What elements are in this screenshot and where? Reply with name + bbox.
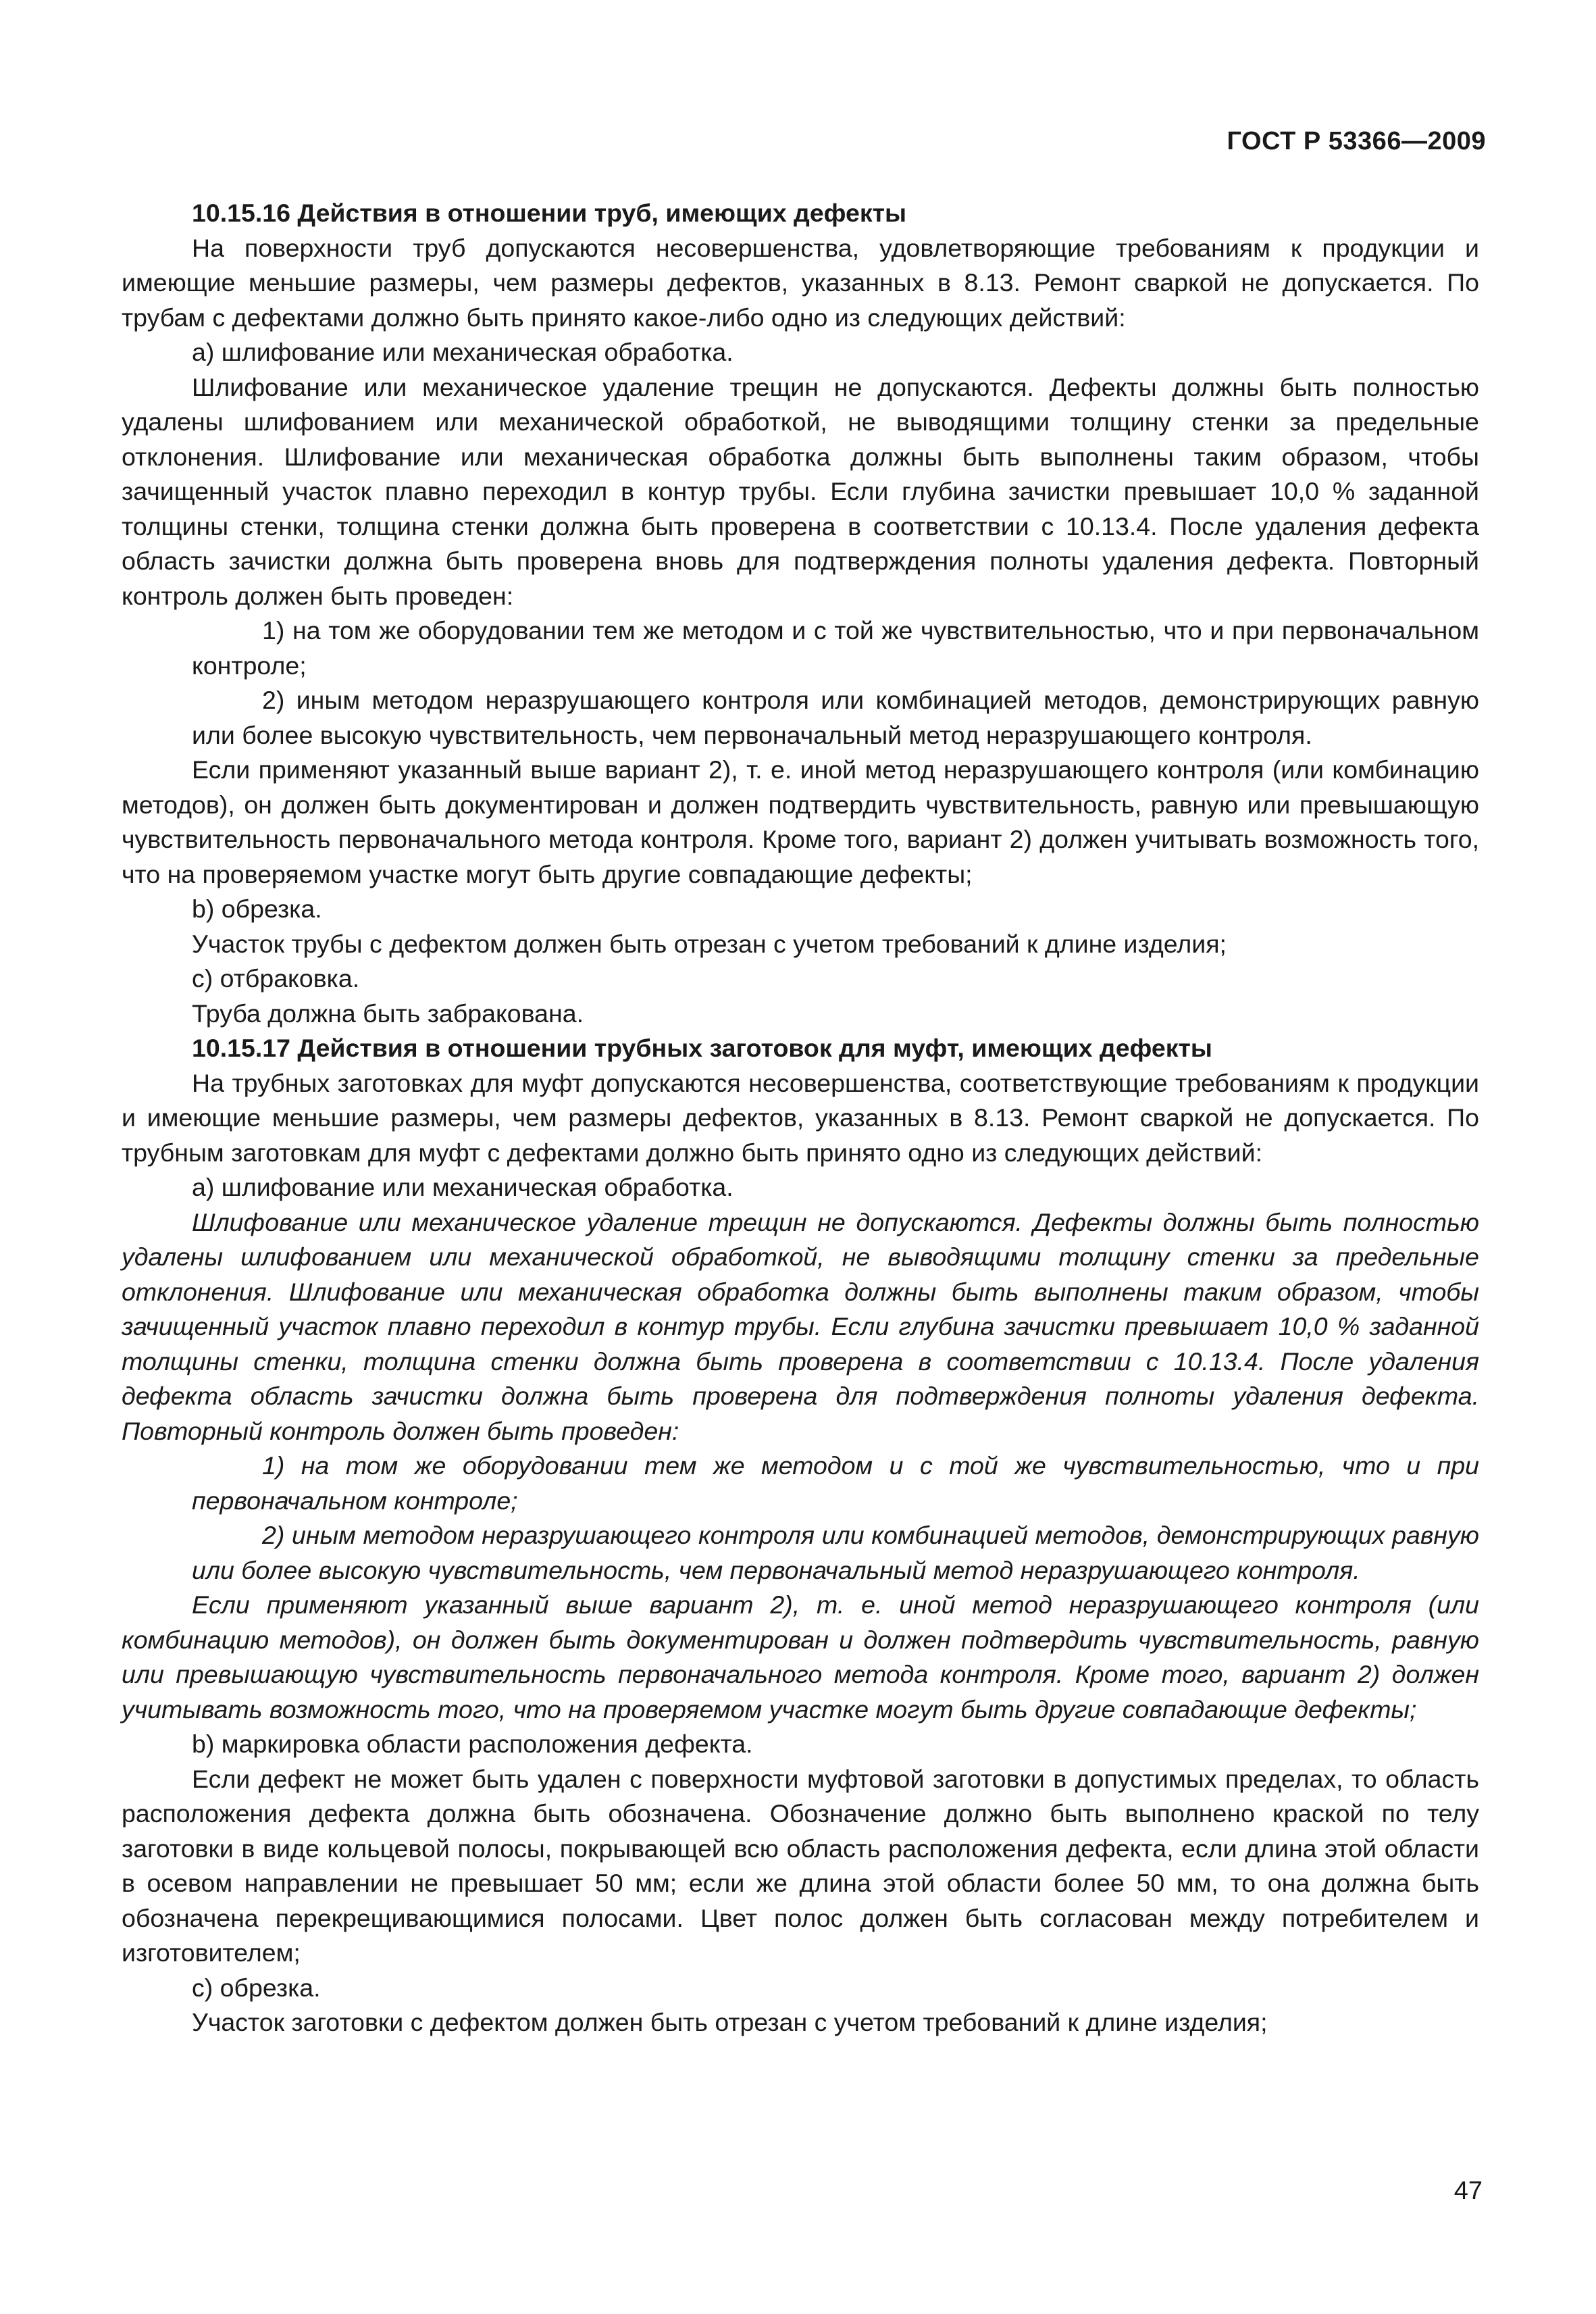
paragraph: Участок заготовки с дефектом должен быть отрезан с учетом требований к длине изделия;	[192, 2008, 1268, 2036]
document-body	[122, 196, 1479, 2040]
italic-sub-list-item: 2) иным методом неразрушающего контроля или комбинацией методов, демонстрирующих равную или более высокую чувствительность, чем первоначальный метод неразрушающего контроля.	[192, 1521, 1479, 1584]
list-item: c) отбраковка.	[192, 964, 360, 992]
paragraph: Если дефект не может быть удален с поверхности муфтовой заготовки в допустимых пределах, то область расположения дефекта должна быть обозначена. Обозначение должно быть выполнено краской по телу заготовки в виде кольцевой полосы, покрывающей всю область расположения дефекта, если длина этой области в осевом направлении не превышает 50 мм; если же длина этой области более 50 мм, то она должна быть обозначена перекрещивающимися полосами. Цвет полос должен быть согласован между потребителем и изготовителем;	[122, 1764, 1479, 1967]
paragraph: Участок трубы с дефектом должен быть отрезан с учетом требований к длине изделия;	[192, 929, 1227, 958]
paragraph: Труба должна быть забракована.	[192, 999, 584, 1028]
list-item: а) шлифование или механическая обработка.	[192, 1173, 733, 1201]
section-heading-10-15-16: 10.15.16 Действия в отношении труб, имеющих дефекты	[192, 199, 907, 227]
sub-list-item: 2) иным методом неразрушающего контроля или комбинацией методов, демонстрирующих равную или более высокую чувствительность, чем первоначальный метод неразрушающего контроля.	[192, 686, 1479, 749]
paragraph: Если применяют указанный выше вариант 2), т. е. иной метод неразрушающего контроля (или комбинацию методов), он должен быть документирован и должен подтвердить чувствительность, равную или превышающую чувствительность первоначального метода контроля. Кроме того, вариант 2) должен учитывать возможность того, что на проверяемом участке могут быть другие совпадающие дефекты;	[122, 755, 1479, 888]
page-number: 47	[1453, 2177, 1483, 2205]
italic-paragraph: Если применяют указанный выше вариант 2), т. е. иной метод неразрушающего контроля (или комбинацию методов), он должен быть документирован и должен подтвердить чувствительность, равную или превышающую чувствительность первоначального метода контроля. Кроме того, вариант 2) должен учитывать возможность того, что на проверяемом участке могут быть другие совпадающие дефекты;	[122, 1590, 1479, 1724]
sub-list-item: 1) на том же оборудовании тем же методом и с той же чувствительностью, что и при первоначальном контроле;	[192, 616, 1479, 680]
italic-sub-list-item: 1) на том же оборудовании тем же методом и с той же чувствительностью, что и при первоначальном контроле;	[192, 1451, 1479, 1515]
list-item: b) маркировка области расположения дефекта.	[192, 1730, 753, 1758]
list-item: c) обрезка.	[192, 1973, 321, 2002]
paragraph: На поверхности труб допускаются несовершенства, удовлетворяющие требованиям к продукции и имеющие меньшие размеры, чем размеры дефектов, указанных в 8.13. Ремонт сваркой не допускается. По трубам с дефектами должно быть принято какое-либо одно из следующих действий:	[122, 233, 1479, 332]
paragraph: Шлифование или механическое удаление трещин не допускаются. Дефекты должны быть полностью удалены шлифованием или механической обработкой, не выводящими толщину стенки за предельные отклонения. Шлифование или механическая обработка должны быть выполнены таким образом, чтобы зачищенный участок плавно переходил в контур трубы. Если глубина зачистки превышает 10,0 % заданной толщины стенки, толщина стенки должна быть проверена в соответствии с 10.13.4. После удаления дефекта область зачистки должна быть проверена вновь для подтверждения полноты удаления дефекта. Повторный контроль должен быть проведен:	[122, 372, 1479, 610]
section-heading-10-15-17: 10.15.17 Действия в отношении трубных заготовок для муфт, имеющих дефекты	[192, 1034, 1212, 1062]
list-item: b) обрезка.	[192, 895, 322, 923]
paragraph: На трубных заготовках для муфт допускаются несовершенства, соответствующие требованиям к продукции и имеющие меньшие размеры, чем размеры дефектов, указанных в 8.13. Ремонт сваркой не допускается. По трубным заготовкам для муфт с дефектами должно быть принято одно из следующих действий:	[122, 1068, 1479, 1167]
list-item: а) шлифование или механическая обработка.	[192, 338, 733, 366]
italic-paragraph: Шлифование или механическое удаление трещин не допускаются. Дефекты должны быть полностью удалены шлифованием или механической обработкой, не выводящими толщину стенки за предельные отклонения. Шлифование или механическая обработка должны быть выполнены таким образом, чтобы зачищенный участок плавно переходил в контур трубы. Если глубина зачистки превышает 10,0 % заданной толщины стенки, толщина стенки должна быть проверена в соответствии с 10.13.4. После удаления дефекта область зачистки должна быть проверена для подтверждения полноты удаления дефекта. Повторный контроль должен быть проведен:	[122, 1207, 1479, 1445]
document-standard-number: ГОСТ Р 53366—2009	[1227, 127, 1486, 155]
